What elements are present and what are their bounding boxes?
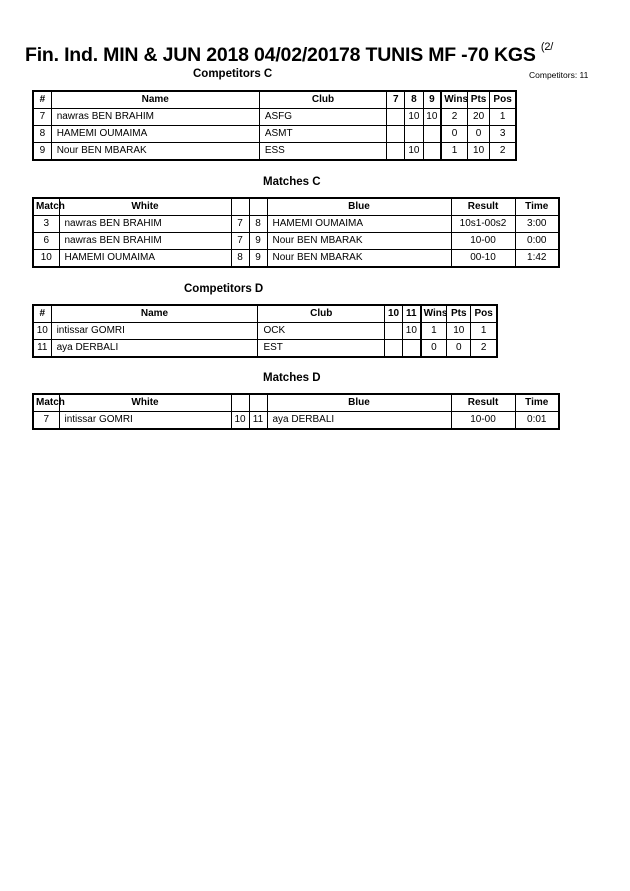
column-header: Name bbox=[51, 305, 258, 323]
table-cell bbox=[387, 109, 405, 126]
table-cell: 6 bbox=[33, 233, 59, 250]
competitors-d-title: Competitors D bbox=[184, 283, 264, 295]
table-cell: ASFG bbox=[259, 109, 386, 126]
column-header: # bbox=[33, 305, 51, 323]
table-cell: nawras BEN BRAHIM bbox=[51, 109, 259, 126]
table-cell: 9 bbox=[33, 143, 51, 161]
column-header: 8 bbox=[405, 91, 423, 109]
matches-c-table bbox=[32, 197, 560, 268]
table-cell: 0 bbox=[421, 340, 447, 358]
competitor-row bbox=[33, 126, 516, 143]
table-cell bbox=[384, 340, 402, 358]
title-text: Fin. Ind. MIN & JUN 2018 04/02/20178 TUNIS MF -70 KGS bbox=[25, 44, 536, 66]
table-cell: 00-10 bbox=[451, 250, 515, 268]
page-marker: (2/ bbox=[540, 40, 554, 53]
table-cell: intissar GOMRI bbox=[51, 323, 258, 340]
table-cell: HAMEMI OUMAIMA bbox=[51, 126, 259, 143]
table-cell: 0:00 bbox=[515, 233, 559, 250]
column-header: Club bbox=[259, 91, 386, 109]
table-cell: 20 bbox=[467, 109, 489, 126]
column-header: Match bbox=[33, 394, 59, 412]
table-cell: 10-00 bbox=[451, 233, 515, 250]
competitors-c-table bbox=[32, 90, 517, 161]
table-cell: Nour BEN MBARAK bbox=[267, 233, 451, 250]
table-cell: 10 bbox=[33, 250, 59, 268]
column-header: Wins bbox=[421, 305, 447, 323]
table-cell: ASMT bbox=[259, 126, 386, 143]
table-cell: Nour BEN MBARAK bbox=[51, 143, 259, 161]
competitor-row bbox=[33, 340, 497, 358]
table-cell: 1 bbox=[490, 109, 516, 126]
match-row bbox=[33, 412, 559, 430]
competitor-row bbox=[33, 143, 516, 161]
table-cell bbox=[384, 323, 402, 340]
table-cell: 11 bbox=[249, 412, 267, 430]
competitors-c-title: Competitors C bbox=[193, 68, 273, 80]
table-cell: 10-00 bbox=[451, 412, 515, 430]
table-cell: 1 bbox=[441, 143, 467, 161]
table-cell: 11 bbox=[33, 340, 51, 358]
table-cell: OCK bbox=[258, 323, 385, 340]
table-cell: 1:42 bbox=[515, 250, 559, 268]
table-cell: nawras BEN BRAHIM bbox=[59, 233, 231, 250]
table-cell: HAMEMI OUMAIMA bbox=[267, 216, 451, 233]
column-header: Blue bbox=[267, 198, 451, 216]
table-cell: 1 bbox=[471, 323, 497, 340]
column-header: Result bbox=[451, 394, 515, 412]
table-cell: 7 bbox=[33, 109, 51, 126]
table-cell: 10 bbox=[405, 109, 423, 126]
table-cell: 7 bbox=[231, 233, 249, 250]
column-header: Pos bbox=[490, 91, 516, 109]
matches-c-title: Matches C bbox=[263, 176, 321, 188]
table-cell: 0 bbox=[441, 126, 467, 143]
column-header bbox=[231, 394, 249, 412]
table-cell: 10 bbox=[33, 323, 51, 340]
column-header: 9 bbox=[423, 91, 441, 109]
table-cell: 7 bbox=[33, 412, 59, 430]
column-header: Time bbox=[515, 394, 559, 412]
table-cell: 9 bbox=[249, 233, 267, 250]
column-header bbox=[249, 394, 267, 412]
table-cell: 10s1-00s2 bbox=[451, 216, 515, 233]
competitor-row bbox=[33, 109, 516, 126]
table-cell: 8 bbox=[249, 216, 267, 233]
table-cell: 10 bbox=[231, 412, 249, 430]
column-header: Match bbox=[33, 198, 59, 216]
column-header bbox=[249, 198, 267, 216]
column-header: Pts bbox=[447, 305, 471, 323]
column-header: Pos bbox=[471, 305, 497, 323]
table-cell: 10 bbox=[423, 109, 441, 126]
table-cell: intissar GOMRI bbox=[59, 412, 231, 430]
column-header: Time bbox=[515, 198, 559, 216]
table-cell: ESS bbox=[259, 143, 386, 161]
table-cell: Nour BEN MBARAK bbox=[267, 250, 451, 268]
table-cell bbox=[387, 143, 405, 161]
competitors-d-table bbox=[32, 304, 498, 358]
column-header: White bbox=[59, 198, 231, 216]
column-header: Pts bbox=[467, 91, 489, 109]
table-cell bbox=[403, 340, 421, 358]
table-cell bbox=[387, 126, 405, 143]
table-cell: 0:01 bbox=[515, 412, 559, 430]
table-cell bbox=[405, 126, 423, 143]
column-header: White bbox=[59, 394, 231, 412]
match-row bbox=[33, 216, 559, 233]
table-cell: 8 bbox=[33, 126, 51, 143]
table-cell: 8 bbox=[231, 250, 249, 268]
match-row bbox=[33, 233, 559, 250]
table-cell: nawras BEN BRAHIM bbox=[59, 216, 231, 233]
table-cell: 1 bbox=[421, 323, 447, 340]
column-header: Club bbox=[258, 305, 385, 323]
table-cell: 3 bbox=[490, 126, 516, 143]
table-cell bbox=[423, 126, 441, 143]
table-cell: 3:00 bbox=[515, 216, 559, 233]
table-cell: HAMEMI OUMAIMA bbox=[59, 250, 231, 268]
competitors-count: Competitors: 11 bbox=[529, 70, 589, 80]
table-cell: 2 bbox=[441, 109, 467, 126]
table-cell: 7 bbox=[231, 216, 249, 233]
table-cell: aya DERBALI bbox=[267, 412, 451, 430]
matches-d-table bbox=[32, 393, 560, 430]
column-header: Name bbox=[51, 91, 259, 109]
column-header: 10 bbox=[384, 305, 402, 323]
table-cell: 10 bbox=[467, 143, 489, 161]
competitor-row bbox=[33, 323, 497, 340]
table-cell: 9 bbox=[249, 250, 267, 268]
column-header: Blue bbox=[267, 394, 451, 412]
table-cell: 2 bbox=[490, 143, 516, 161]
table-cell bbox=[423, 143, 441, 161]
matches-d-title: Matches D bbox=[263, 372, 321, 384]
column-header: 7 bbox=[387, 91, 405, 109]
column-header: Result bbox=[451, 198, 515, 216]
table-cell: 10 bbox=[447, 323, 471, 340]
table-cell: aya DERBALI bbox=[51, 340, 258, 358]
table-cell: 3 bbox=[33, 216, 59, 233]
table-cell: 0 bbox=[447, 340, 471, 358]
column-header: 11 bbox=[403, 305, 421, 323]
table-cell: 10 bbox=[405, 143, 423, 161]
table-cell: 10 bbox=[403, 323, 421, 340]
column-header bbox=[231, 198, 249, 216]
table-cell: EST bbox=[258, 340, 385, 358]
page-title bbox=[25, 40, 554, 67]
column-header: Wins bbox=[441, 91, 467, 109]
table-cell: 0 bbox=[467, 126, 489, 143]
table-cell: 2 bbox=[471, 340, 497, 358]
match-row bbox=[33, 250, 559, 268]
column-header: # bbox=[33, 91, 51, 109]
